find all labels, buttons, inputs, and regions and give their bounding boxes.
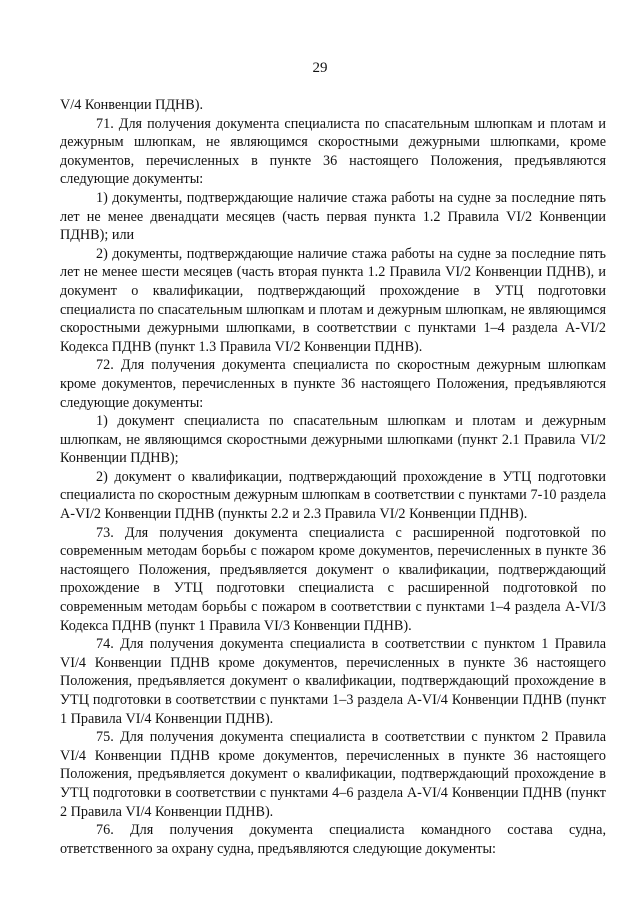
paragraph-71-item-1: 1) документы, подтверждающие наличие стажа работы на судне за последние пять лет не менее двенадцати месяцев (часть первая пункта 1.2 Правила VI/2 Конвенции ПДНВ); или [60, 189, 606, 244]
paragraph-72-item-1: 1) документ специалиста по спасательным шлюпкам и плотам и дежурным шлюпкам, не являющимся скоростными дежурными шлюпками (пункт 2.1 Правила VI/2 Конвенции ПДНВ); [60, 413, 606, 467]
paragraph-75: 75. Для получения документа специалиста в соответствии с пунктом 2 Правила VI/4 Конвенции ПДНВ кроме документов, перечисленных в пункте 36 настоящего Положения, предъявляется документ о квалификации, подтверждающий прохождение в УТЦ подготовки в соответствии с пунктами 4–6 раздела A-VI/4 Конвенции ПДНВ (пункт 2 Правила VI/4 Конвенции ПДНВ). [60, 729, 606, 820]
paragraph-76: 76. Для получения документа специалиста командного состава судна, ответственного за охрану судна, предъявляются следующие документы: [60, 822, 606, 857]
paragraph-71-item-2: 2) документы, подтверждающие наличие стажа работы на судне за последние пять лет не менее шести месяцев (часть вторая пункта 1.2 Правила VI/2 Конвенции ПДНВ), и документ о квалификации, подтверждающий прохождение в УТЦ подготовки специалиста по спасательным шлюпкам и плотам и дежурным шлюпкам, не являющимся скоростными дежурными шлюпками, в соответствии с пунктами 1–4 раздела A-VI/2 Кодекса ПДНВ (пункт 1.3 Правила VI/2 Конвенции ПДНВ). [60, 245, 606, 355]
paragraph-74: 74. Для получения документа специалиста в соответствии с пунктом 1 Правила VI/4 Конвенции ПДНВ кроме документов, перечисленных в пункте 36 настоящего Положения, предъявляется документ о квалификации, подтверждающий прохождение в УТЦ подготовки в соответствии с пунктами 1–3 раздела A-VI/4 Конвенции ПДНВ (пункт 1 Правила VI/4 Конвенции ПДНВ). [60, 636, 606, 727]
page-number: 29 [312, 60, 328, 76]
paragraph-continuation: V/4 Конвенции ПДНВ). [60, 97, 204, 113]
paragraph-73: 73. Для получения документа специалиста с расширенной подготовкой по современным методам борьбы с пожаром кроме документов, перечисленных в пункте 36 настоящего Положения, предъявляется документ о квалификации, подтверждающий прохождение в УТЦ подготовки специалиста с расширенной подготовкой по современным методам борьбы с пожаром в соответствии с пунктами 1–4 раздела A-VI/3 Кодекса ПДНВ (пункт 1 Правила VI/3 Конвенции ПДНВ). [60, 524, 606, 634]
document-body [60, 96, 606, 858]
paragraph-72: 72. Для получения документа специалиста по скоростным дежурным шлюпкам кроме документов, перечисленных в пункте 36 настоящего Положения, предъявляются следующие документы: [60, 357, 606, 411]
paragraph-72-item-2: 2) документ о квалификации, подтверждающий прохождение в УТЦ подготовки специалиста по скоростным дежурным шлюпкам в соответствии с пунктами 7-10 раздела A-VI/2 Конвенции ПДНВ (пункты 2.2 и 2.3 Правила VI/2 Конвенции ПДНВ). [60, 468, 606, 523]
paragraph-71: 71. Для получения документа специалиста по спасательным шлюпкам и плотам и дежурным шлюпкам, не являющимся скоростными дежурными шлюпками, кроме документов, перечисленных в пункте 36 настоящего Положения, предъявляются следующие документы: [60, 115, 606, 188]
